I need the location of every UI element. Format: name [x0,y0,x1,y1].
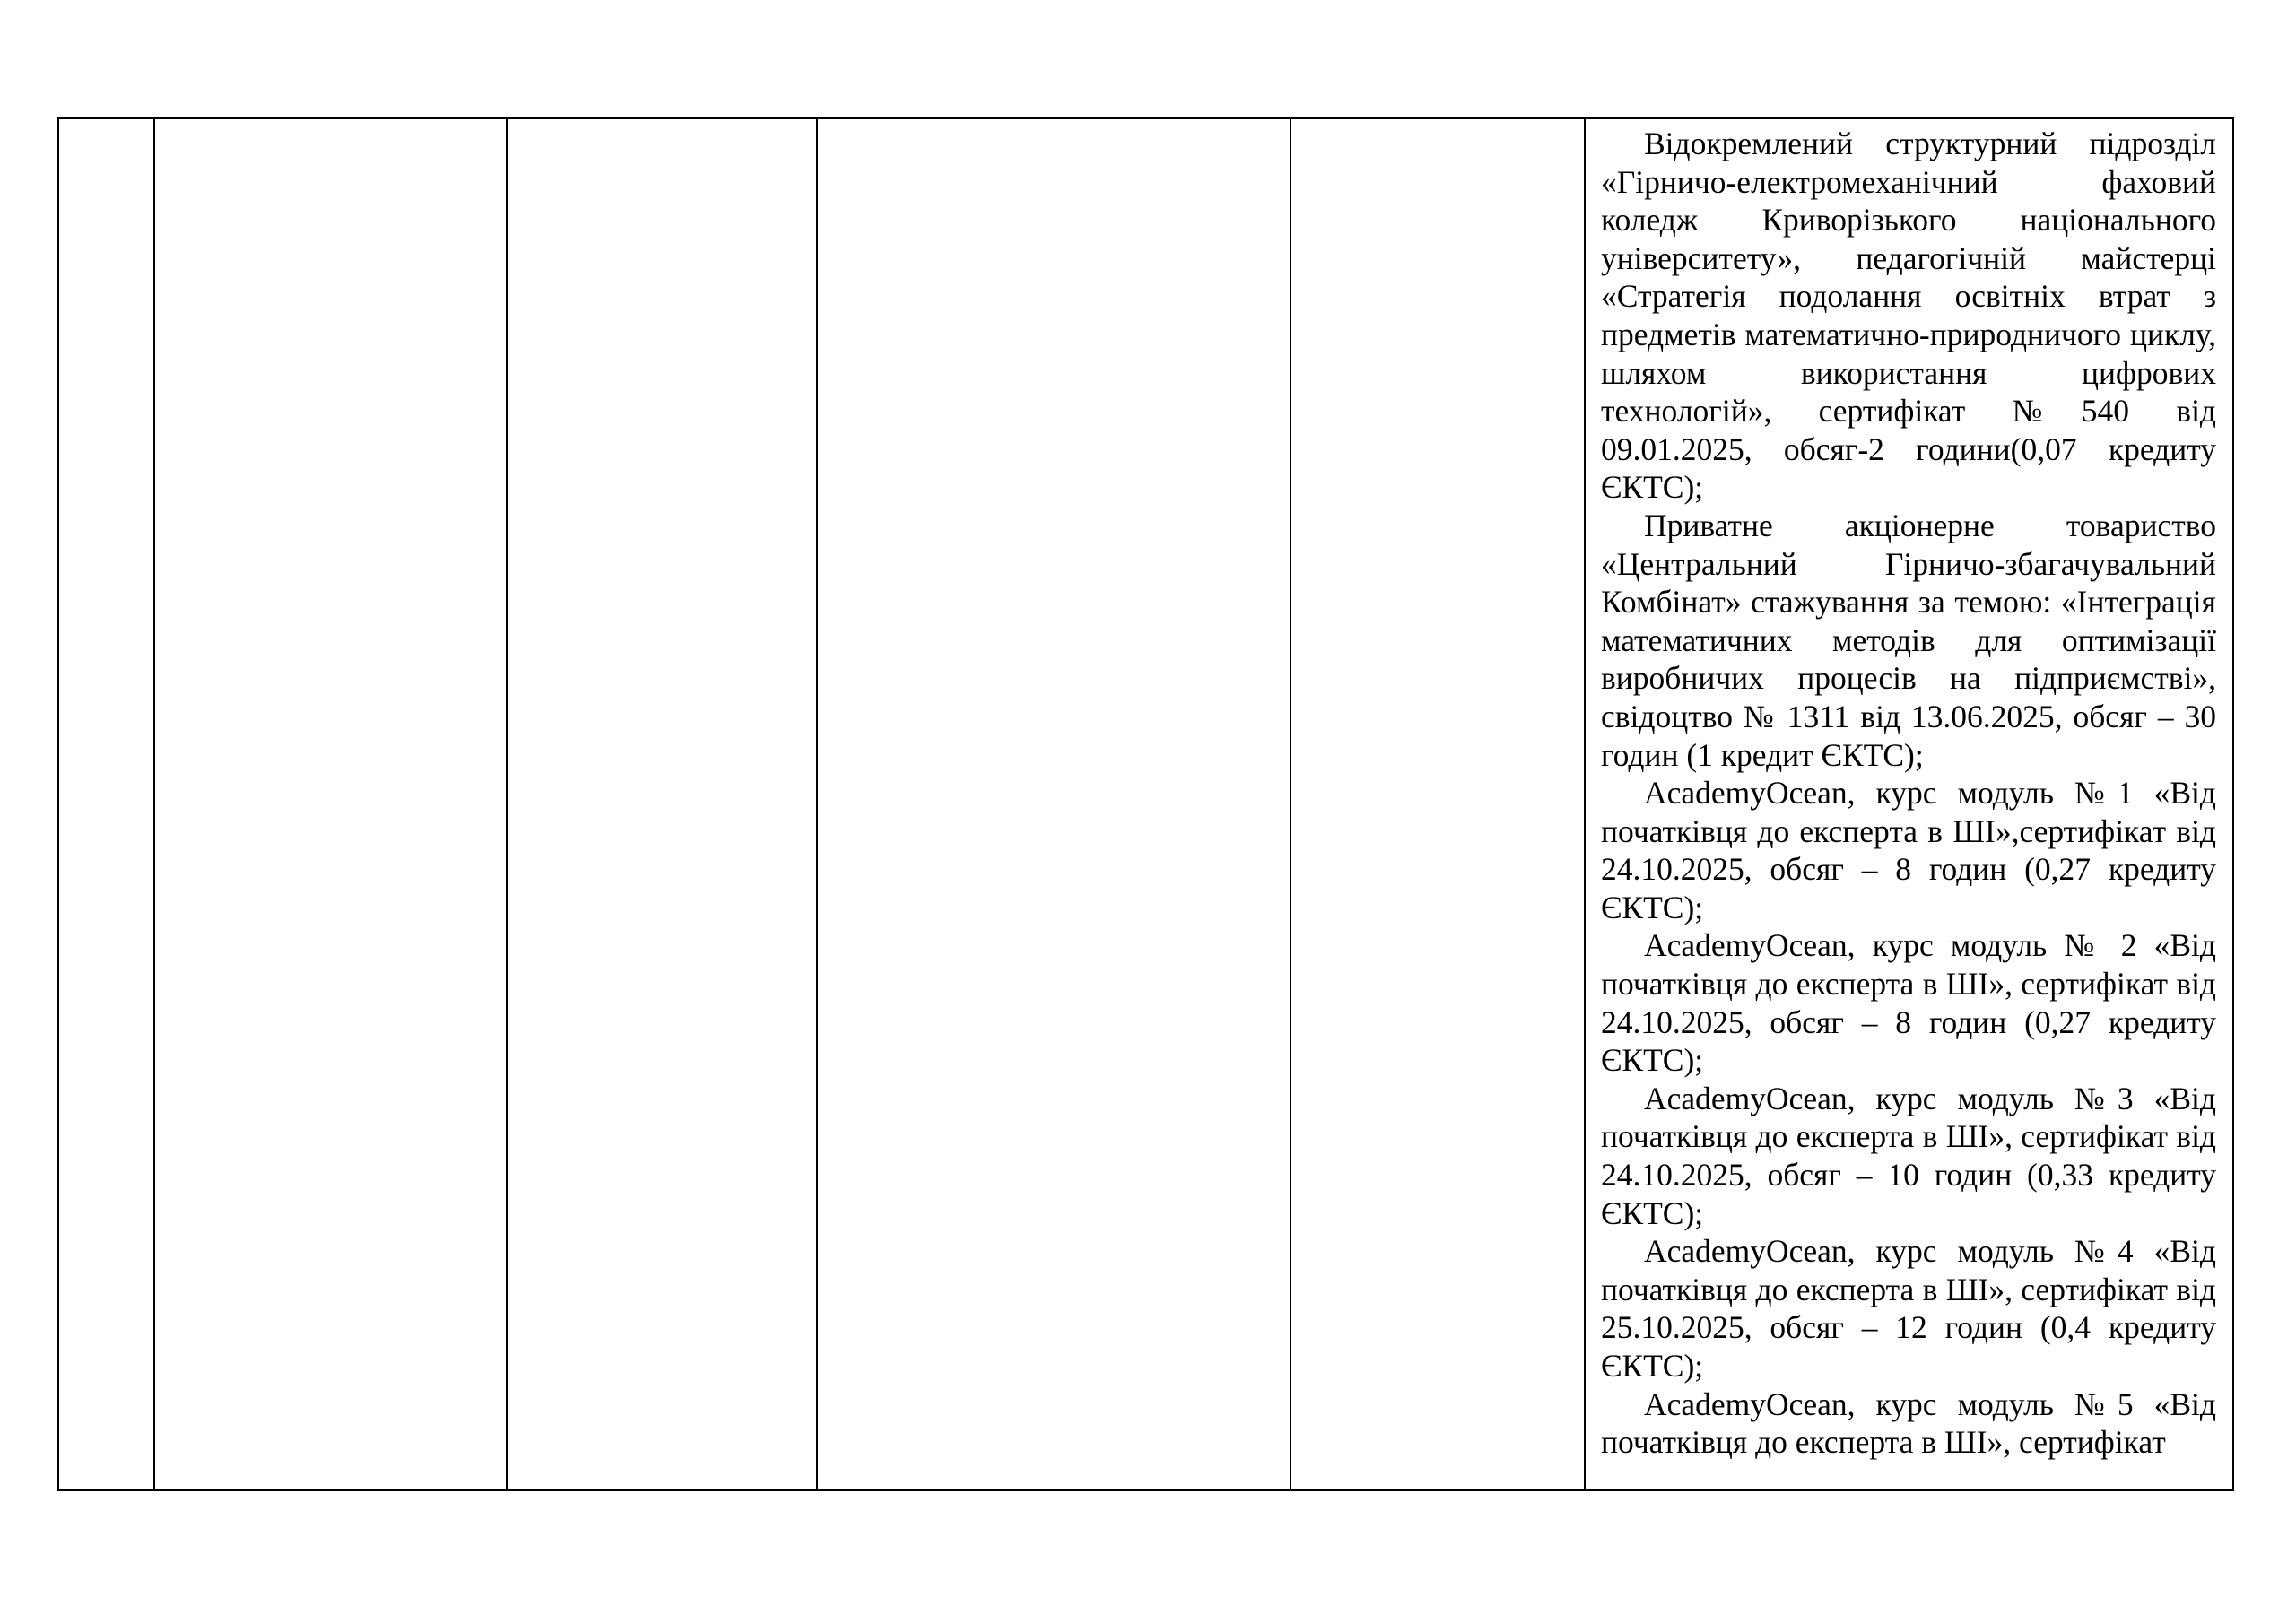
table-cell-col-2 [154,118,507,1490]
table-cell-col-3 [507,118,817,1490]
document-table [57,117,2234,1491]
table-cell-col-4 [817,118,1291,1490]
table-cell-col-5 [1291,118,1585,1490]
list-item: AcademyOcean, курс модуль №3 «Від початківця до експерта в ШІ», сертифікат від 24.10.2025, обсяг – 10 годин (0,33 кредиту ЄКТС); [1601,1080,2216,1231]
table-row [58,118,2233,1490]
list-item: AcademyOcean, курс модуль №5 «Від початківця до експерта в ШІ», сертифікат [1601,1385,2216,1461]
table-cell-professional-development [1585,118,2233,1490]
list-item: AcademyOcean, курс модуль № 2 «Від початківця до експерта в ШІ», сертифікат від 24.10.2025, обсяг – 8 годин (0,27 кредиту ЄКТС); [1601,927,2216,1079]
list-item: Приватне акціонерне товариство «Центральний Гірничо-збагачувальний Комбінат» стажування за темою: «Інтеграція математичних методів для оптимізації виробничих процесів на підприємстві», свідоцтво № 1311 від 13.06.2025, обсяг – 30 годин (1 кредит ЄКТС); [1601,507,2216,773]
list-item: AcademyOcean, курс модуль №4 «Від початківця до експерта в ШІ», сертифікат від 25.10.2025, обсяг – 12 годин (0,4 кредиту ЄКТС); [1601,1233,2216,1384]
table-cell-col-1 [58,118,154,1490]
list-item: AcademyOcean, курс модуль №1 «Від початківця до експерта в ШІ»,сертифікат від 24.10.2025, обсяг – 8 годин (0,27 кредиту ЄКТС); [1601,775,2216,925]
list-item: Відокремлений структурний підрозділ «Гірничо-електромеханічний фаховий коледж Криворізького національного університету», педагогічній майстерці «Стратегія подолання освітніх втрат з предметів математично-природничого циклу, шляхом використання цифрових технологій», сертифікат №540 від 09.01.2025, обсяг-2 години(0,07 кредиту ЄКТС); [1601,126,2216,506]
